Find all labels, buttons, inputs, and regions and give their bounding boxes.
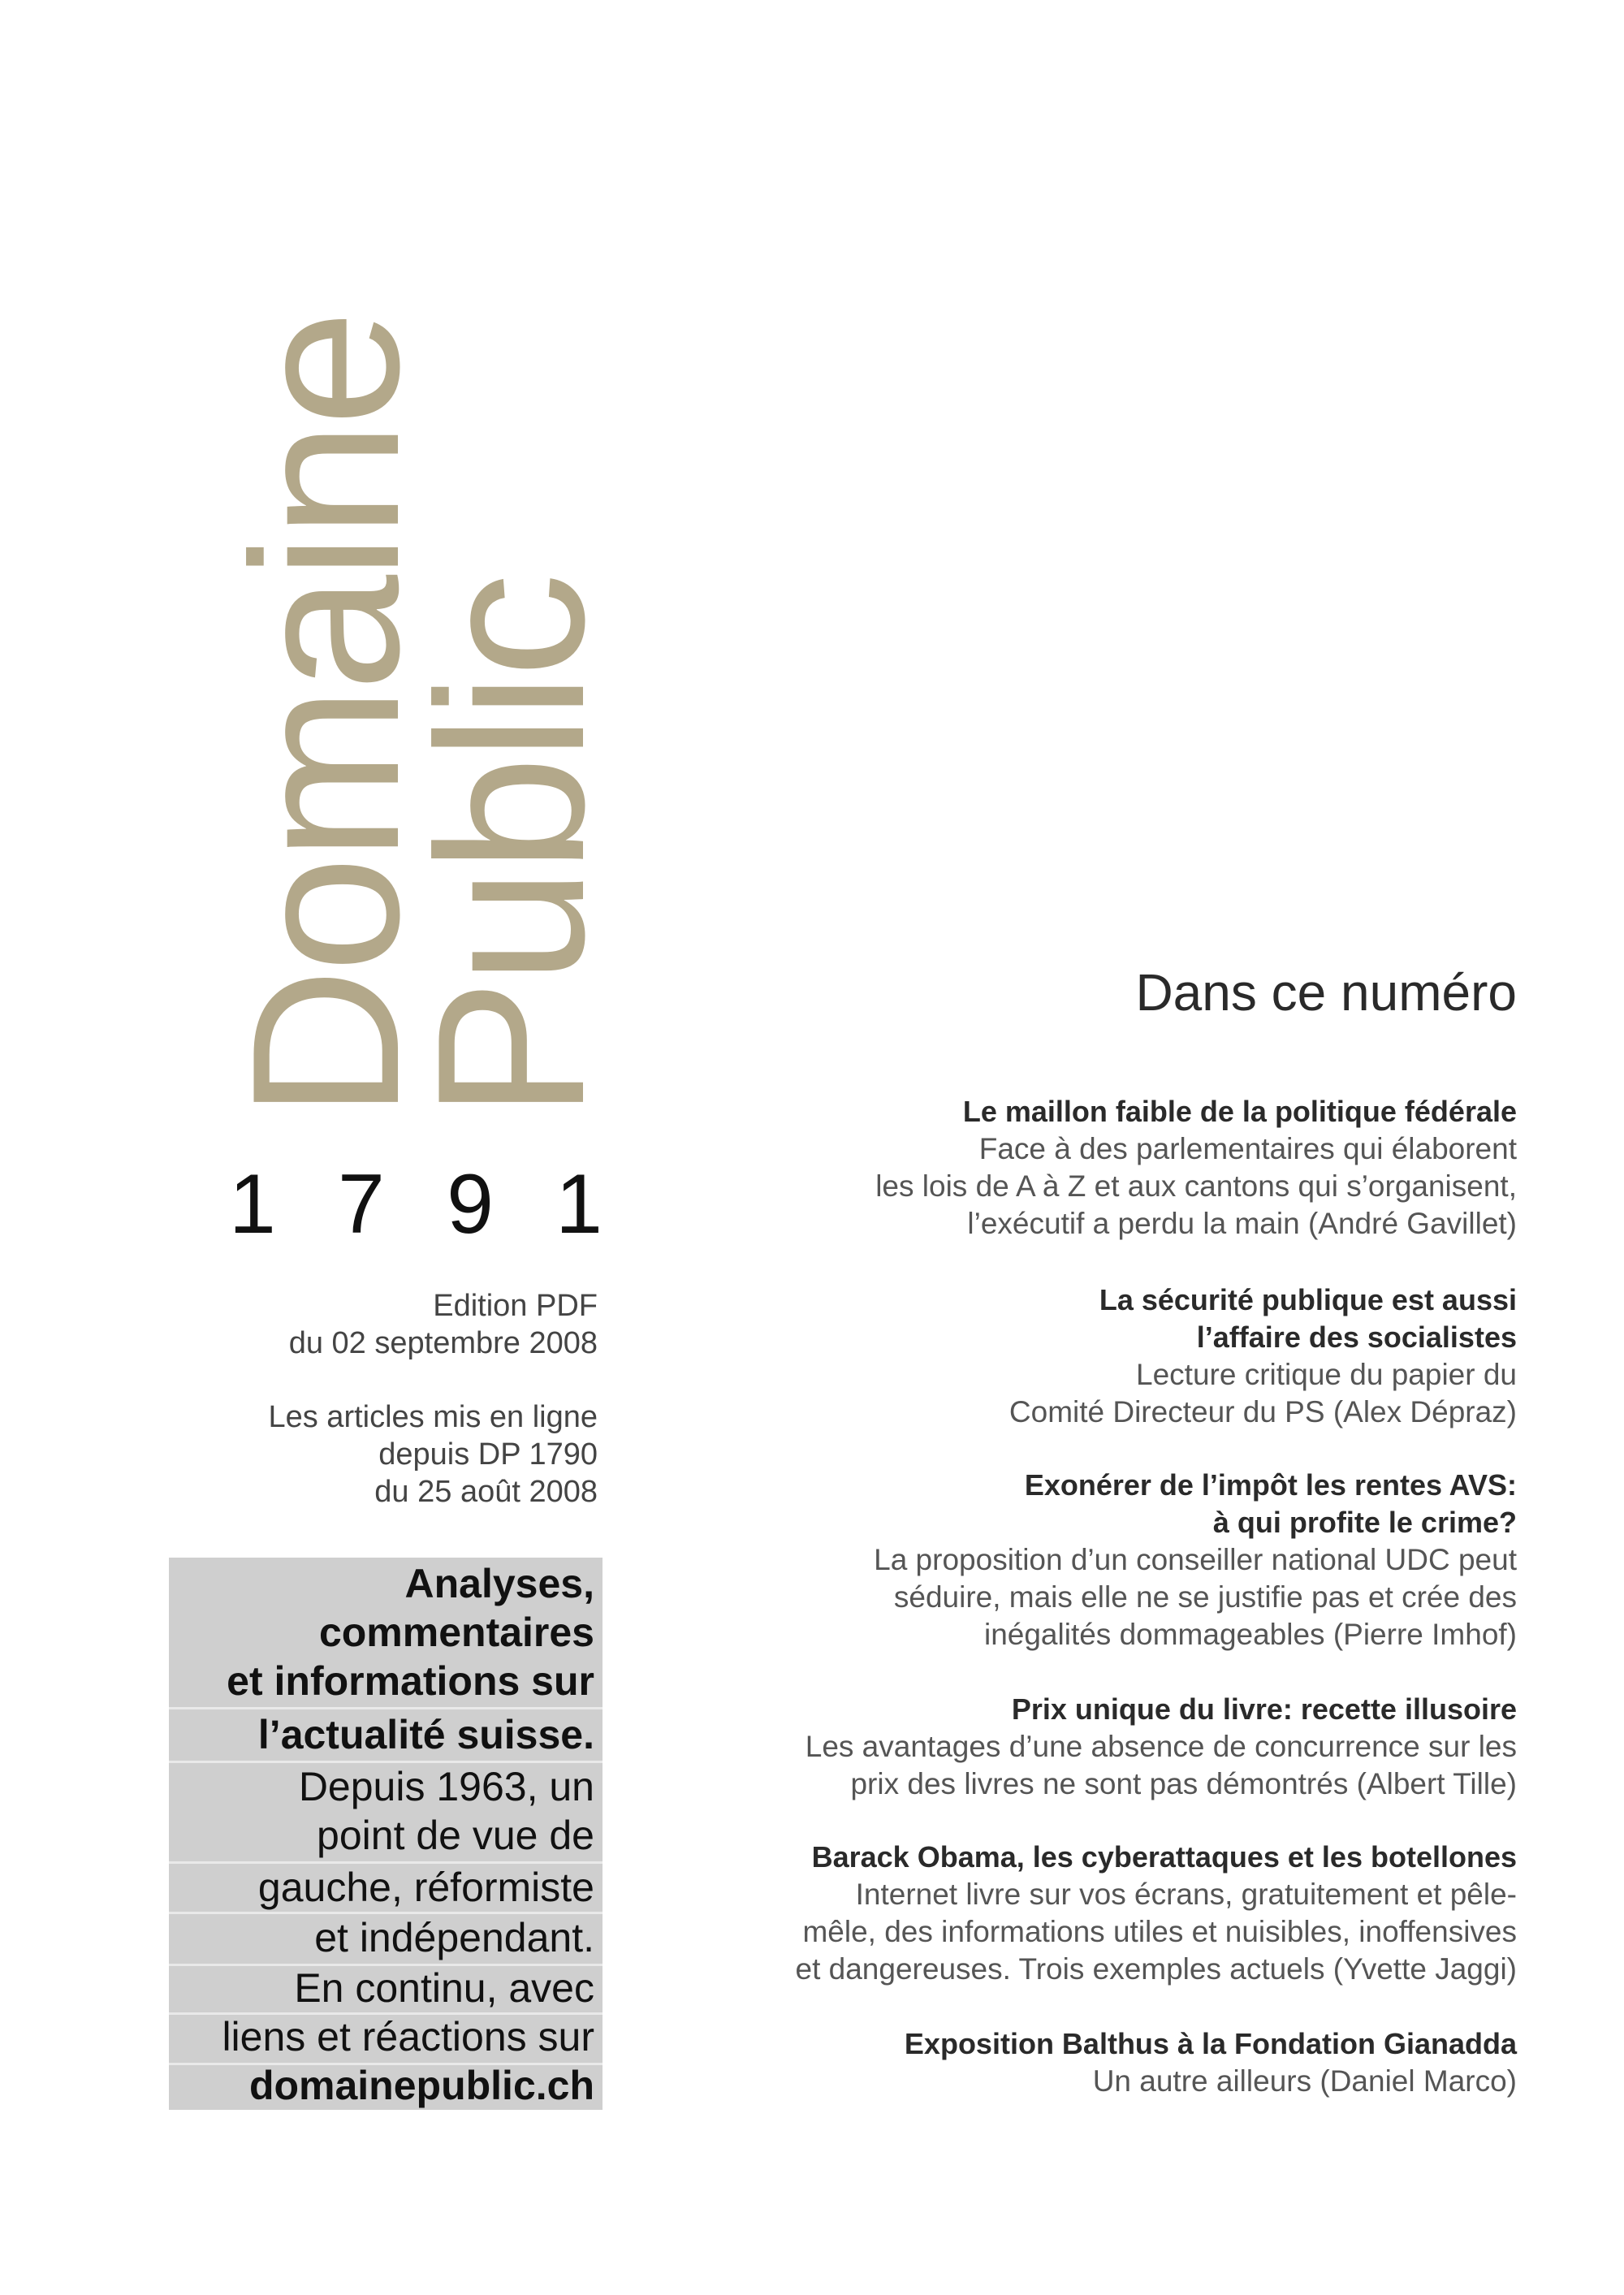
issue-digit: 9: [447, 1156, 494, 1251]
edition-info: [162, 1287, 598, 1362]
promo-box: [169, 1558, 603, 2110]
toc-headline: Exonérer de l’impôt les rentes AVS: à qui profite le crime?: [1024, 1468, 1517, 1539]
promo-line: et informations sur: [227, 1658, 594, 1704]
toc-description: La proposition d’un conseiller national UDC peut séduire, mais elle ne se justifie pas et crée des inégalités dommageables (Pierre Imhof): [874, 1543, 1517, 1651]
toc-item[interactable]: [624, 1839, 1517, 1988]
articles-line: Les articles mis en ligne: [268, 1400, 598, 1434]
masthead-domaine: Domaine: [208, 314, 443, 1119]
issue-digit: 7: [338, 1156, 385, 1251]
toc-item[interactable]: [624, 1691, 1517, 1803]
toc-headline: Barack Obama, les cyberattaques et les botellones: [811, 1840, 1517, 1874]
toc-description: Face à des parlementaires qui élaborent les lois de A à Z et aux cantons qui s’organisent, l’exécutif a perdu la main (André Gavillet): [875, 1132, 1517, 1240]
toc-item[interactable]: [624, 1281, 1517, 1431]
articles-line: du 25 août 2008: [374, 1475, 598, 1509]
toc-description: Lecture critique du papier du Comité Directeur du PS (Alex Dépraz): [1009, 1358, 1517, 1428]
promo-line: point de vue de: [317, 1813, 594, 1858]
toc-headline: Exposition Balthus à la Fondation Gianadda: [904, 2027, 1517, 2060]
toc-description: Un autre ailleurs (Daniel Marco): [1092, 2064, 1517, 2098]
promo-line: gauche, réformiste: [257, 1865, 594, 1910]
promo-line: l’actualité suisse.: [257, 1712, 594, 1757]
edition-line: du 02 septembre 2008: [288, 1326, 598, 1360]
toc-item[interactable]: [624, 1467, 1517, 1653]
articles-online-info: [162, 1398, 598, 1511]
promo-separator: [169, 1707, 603, 1709]
toc-description: Internet livre sur vos écrans, gratuitement et pêle- mêle, des informations utiles et nuisibles, inoffensives et dangereuses. Trois exemples actuels (Yvette Jaggi): [795, 1878, 1517, 1986]
promo-line: Depuis 1963, un: [298, 1764, 594, 1809]
toc-title: Dans ce numéro: [1135, 963, 1517, 1022]
articles-line: depuis DP 1790: [378, 1437, 598, 1472]
promo-line: En continu, avec: [294, 1965, 594, 2011]
issue-digit: 1: [555, 1156, 603, 1251]
promo-line: Analyses,: [404, 1561, 594, 1606]
promo-line: commentaires: [318, 1610, 594, 1655]
toc-item[interactable]: [624, 1093, 1517, 1243]
toc-headline: La sécurité publique est aussi l’affaire des socialistes: [1099, 1283, 1517, 1354]
edition-line: Edition PDF: [433, 1289, 598, 1323]
toc-headline: Prix unique du livre: recette illusoire: [1011, 1692, 1517, 1726]
promo-line: liens et réactions sur: [222, 2014, 594, 2059]
promo-line: et indépendant.: [314, 1915, 594, 1960]
issue-number: [229, 1156, 603, 1251]
toc-item[interactable]: [624, 2025, 1517, 2100]
promo-website-link[interactable]: domainepublic.ch: [248, 2063, 594, 2108]
masthead-public: Public: [393, 577, 628, 1119]
issue-digit: 1: [229, 1156, 276, 1251]
toc-headline: Le maillon faible de la politique fédérale: [962, 1095, 1517, 1128]
toc-description: Les avantages d’une absence de concurrence sur les prix des livres ne sont pas démontrés (Albert Tille): [805, 1730, 1517, 1800]
